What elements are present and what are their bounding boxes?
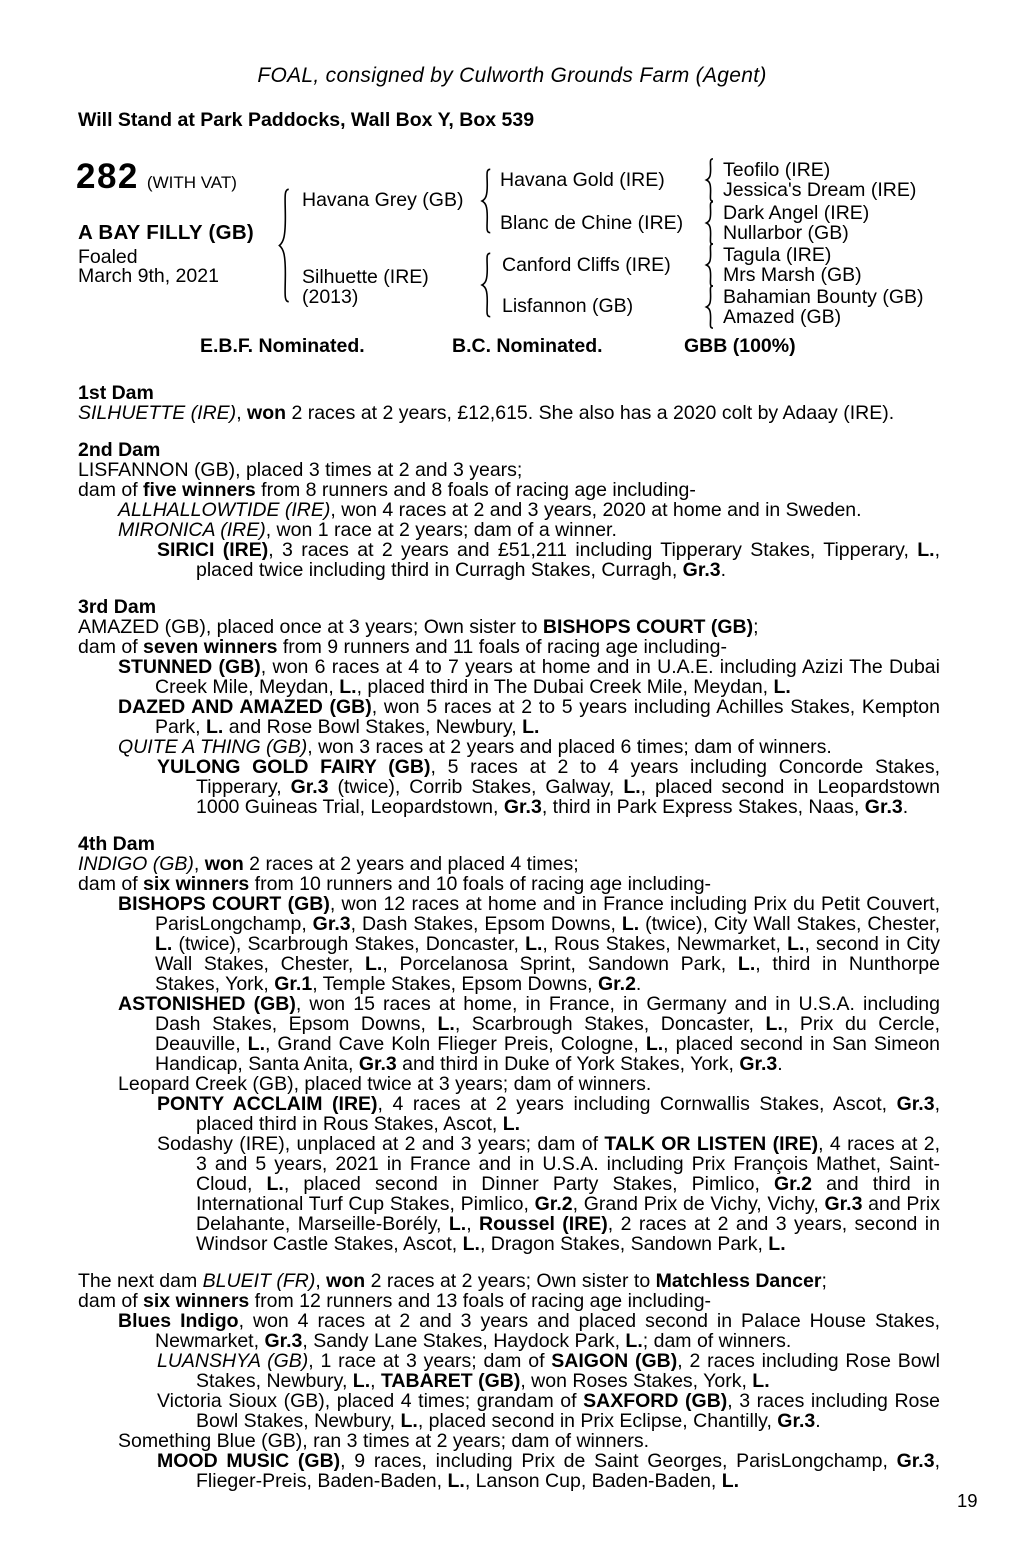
progeny-paragraph: Sodashy (IRE), unplaced at 2 and 3 years; dam of TALK OR LISTEN (IRE), 4 races at 2, 3 and 5 years, 2021 in France and in U.S.A. including Prix François Mathet, Saint-Cloud, L., placed second in Dinner Party Stakes, Pimlico, Gr.2 and third in International Turf Cup Stakes, Pimlico, Gr.2, Grand Prix de Vichy, Vichy, Gr.3 and Prix Delahante, Marseille-Borély, L., Roussel (IRE), 2 races at 2 and 3 years, second in Windsor Castle Stakes, Ascot, L., Dragon Stakes, Sandown Park, L. <box>157 1133 940 1255</box>
section-next-dam <box>78 1271 940 1491</box>
sire-dam-name: Blanc de Chine (IRE) <box>500 212 684 234</box>
dam-record-paragraph: dam of six winners from 10 runners and 10 foals of racing age including- <box>78 873 712 895</box>
progeny-paragraph: MOOD MUSIC (GB), 9 races, including Prix de Saint Georges, ParisLongchamp, Gr.3, Flieger-Preis, Baden-Baden, L., Lanson Cup, Baden-Baden, L. <box>157 1450 940 1492</box>
dam-record-paragraph: dam of seven winners from 9 runners and 11 foals of racing age including- <box>78 636 727 658</box>
progeny-paragraph: ALLHALLOWTIDE (IRE), won 4 races at 2 and 3 years, 2020 at home and in Sweden. <box>118 499 862 521</box>
section-heading: 2nd Dam <box>78 439 161 461</box>
dam-record-paragraph: SILHUETTE (IRE), won 2 races at 2 years, £12,615. She also has a 2020 colt by Adaay (IRE). <box>78 402 895 424</box>
section-3rd-dam <box>78 597 940 817</box>
progeny-paragraph: MIRONICA (IRE), won 1 race at 2 years; dam of a winner. <box>118 519 617 541</box>
progeny-paragraph: LUANSHYA (GB), 1 race at 3 years; dam of SAIGON (GB), 2 races including Rose Bowl Stakes, Newbury, L., TABARET (GB), won Roses Stakes, York, L. <box>157 1350 940 1392</box>
dam-name: Silhuette (IRE) <box>302 266 429 288</box>
section-heading: 4th Dam <box>78 833 155 855</box>
dam-year: (2013) <box>302 286 359 308</box>
horse-description: A BAY FILLY (GB) <box>78 221 255 244</box>
progeny-paragraph: BISHOPS COURT (GB), won 12 races at home and in France including Prix du Petit Couvert, ParisLongchamp, Gr.3, Dash Stakes, Epsom Downs, L. (twice), City Wall Stakes, Chester, L. (twice), Scarbrough Stakes, Doncaster, L., Rous Stakes, Newmarket, L., second in City Wall Stakes, Chester, L., Porcelanosa Sprint, Sandown Park, L., third in Nunthorpe Stakes, York, Gr.1, Temple Stakes, Epsom Downs, Gr.2. <box>118 893 940 995</box>
progeny-paragraph: DAZED AND AMAZED (GB), won 5 races at 2 to 5 years including Achilles Stakes, Kempton Park, L. and Rose Bowl Stakes, Newbury, L. <box>118 696 940 738</box>
sire-sire-name: Havana Gold (IRE) <box>500 169 665 191</box>
pedigree-text <box>78 383 940 1491</box>
pedigree-brace-dam-dam <box>704 285 716 329</box>
sire-sire-dam-name: Jessica's Dream (IRE) <box>723 179 917 201</box>
progeny-paragraph: Leopard Creek (GB), placed twice at 3 years; dam of winners. <box>118 1073 652 1095</box>
pedigree-brace-sire-dam <box>704 201 716 245</box>
progeny-paragraph: SIRICI (IRE), 3 races at 2 years and £51,211 including Tipperary Stakes, Tipperary, L., placed twice including third in Curragh Stakes, Curragh, Gr.3. <box>157 539 940 581</box>
section-heading: 1st Dam <box>78 382 154 404</box>
sire-name: Havana Grey (GB) <box>302 189 464 211</box>
progeny-paragraph: PONTY ACCLAIM (IRE), 4 races at 2 years including Cornwallis Stakes, Ascot, Gr.3, placed third in Rous Stakes, Ascot, L. <box>157 1093 940 1135</box>
stand-location-line: Will Stand at Park Paddocks, Wall Box Y, Box 539 <box>78 109 535 131</box>
section-4th-dam <box>78 834 940 1254</box>
progeny-paragraph: Something Blue (GB), ran 3 times at 2 years; dam of winners. <box>118 1430 650 1452</box>
progeny-paragraph: Victoria Sioux (GB), placed 4 times; grandam of SAXFORD (GB), 3 races including Rose Bowl Stakes, Newbury, L., placed second in Prix Eclipse, Chantilly, Gr.3. <box>157 1390 940 1432</box>
dam-record-paragraph: dam of five winners from 8 runners and 8 foals of racing age including- <box>78 479 696 501</box>
ebf-nomination: E.B.F. Nominated. <box>200 335 365 357</box>
page-number: 19 <box>957 1490 978 1511</box>
section-heading: 3rd Dam <box>78 596 157 618</box>
dam-record-paragraph: dam of six winners from 12 runners and 13 foals of racing age including- <box>78 1290 712 1312</box>
dam-dam-sire-name: Bahamian Bounty (GB) <box>723 286 924 308</box>
pedigree-brace-dam <box>479 252 494 318</box>
sire-dam-dam-name: Nullarbor (GB) <box>723 222 849 244</box>
progeny-paragraph: ASTONISHED (GB), won 15 races at home, in France, in Germany and in U.S.A. including Dash Stakes, Epsom Downs, L., Scarbrough Stakes, Doncaster, L., Prix du Cercle, Deauville, L., Grand Cave Koln Flieger Preis, Cologne, L., placed second in San Simeon Handicap, Santa Anita, Gr.3 and third in Duke of York Stakes, York, Gr.3. <box>118 993 941 1075</box>
lot-vat-note: (WITH VAT) <box>146 173 237 192</box>
dam-record-paragraph: AMAZED (GB), placed once at 3 years; Own sister to BISHOPS COURT (GB); <box>78 616 759 638</box>
lot-number: 282 <box>76 157 139 196</box>
pedigree-brace-level1 <box>276 187 293 304</box>
dam-dam-name: Lisfannon (GB) <box>502 295 634 317</box>
dam-sire-sire-name: Tagula (IRE) <box>723 244 832 266</box>
section-2nd-dam <box>78 440 940 580</box>
dam-sire-dam-name: Mrs Marsh (GB) <box>723 264 862 286</box>
foaled-date: March 9th, 2021 <box>78 265 219 287</box>
foaled-label: Foaled <box>78 246 138 268</box>
pedigree-brace-sire-sire <box>704 158 716 202</box>
page-title: FOAL, consigned by Culworth Grounds Farm (Agent) <box>257 64 767 87</box>
progeny-paragraph: Blues Indigo, won 4 races at 2 and 3 years and placed second in Palace House Stakes, Newmarket, Gr.3, Sandy Lane Stakes, Haydock Park, L.; dam of winners. <box>118 1310 941 1352</box>
pedigree-brace-dam-sire <box>704 243 716 287</box>
gbb-nomination: GBB (100%) <box>684 335 796 357</box>
progeny-paragraph: YULONG GOLD FAIRY (GB), 5 races at 2 to 4 years including Concorde Stakes, Tipperary, Gr.3 (twice), Corrib Stakes, Galway, L., placed second in Leopardstown 1000 Guineas Trial, Leopardstown, Gr.3, third in Park Express Stakes, Naas, Gr.3. <box>157 756 941 818</box>
progeny-paragraph: QUITE A THING (GB), won 3 races at 2 years and placed 6 times; dam of winners. <box>118 736 832 758</box>
pedigree-brace-sire <box>479 168 494 234</box>
sire-sire-sire-name: Teofilo (IRE) <box>723 159 831 181</box>
dam-record-paragraph: LISFANNON (GB), placed 3 times at 2 and 3 years; <box>78 459 523 481</box>
lot-header <box>76 157 237 197</box>
section-1st-dam <box>78 383 940 423</box>
dam-sire-name: Canford Cliffs (IRE) <box>502 254 671 276</box>
dam-dam-dam-name: Amazed (GB) <box>723 306 842 328</box>
dam-record-paragraph: INDIGO (GB), won 2 races at 2 years and placed 4 times; <box>78 853 579 875</box>
progeny-paragraph: STUNNED (GB), won 6 races at 4 to 7 years at home and in U.A.E. including Azizi The Dubai Creek Mile, Meydan, L., placed third in The Dubai Creek Mile, Meydan, L. <box>118 656 940 698</box>
sire-dam-sire-name: Dark Angel (IRE) <box>723 202 870 224</box>
dam-record-paragraph: The next dam BLUEIT (FR), won 2 races at 2 years; Own sister to Matchless Dancer; <box>78 1270 827 1292</box>
bc-nomination: B.C. Nominated. <box>452 335 603 357</box>
